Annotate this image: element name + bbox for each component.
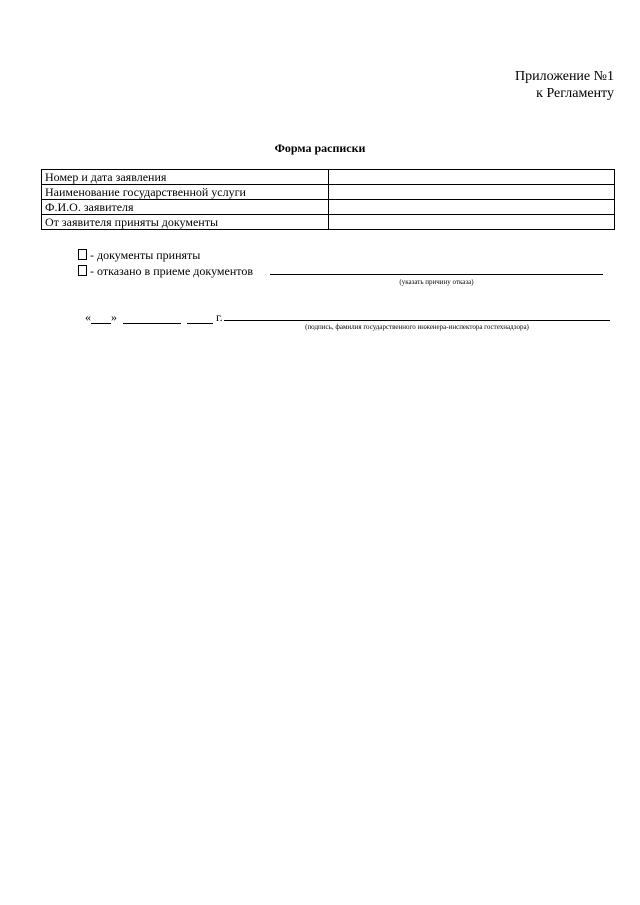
row-value	[329, 170, 615, 185]
table-row	[42, 215, 615, 230]
option-accepted	[78, 248, 200, 262]
month-blank	[123, 312, 181, 324]
option-accepted-label: - документы приняты	[90, 248, 201, 262]
row-value	[329, 215, 615, 230]
signature-line	[224, 320, 610, 321]
row-label: От заявителя приняты документы	[42, 215, 329, 230]
receipt-table	[41, 169, 615, 230]
day-blank	[91, 312, 111, 324]
quote-open: «	[85, 310, 91, 324]
refusal-reason-line	[270, 274, 603, 275]
row-value	[329, 200, 615, 215]
option-refused-label: - отказано в приеме документов	[90, 264, 254, 278]
form-title: Форма расписки	[274, 141, 366, 155]
checkbox-icon	[78, 265, 87, 276]
table-row	[42, 185, 615, 200]
appendix-reference: к Регламенту	[536, 86, 614, 101]
refusal-reason-hint: (указать причину отказа)	[399, 278, 474, 286]
quote-close: »	[111, 310, 117, 324]
row-label: Ф.И.О. заявителя	[42, 200, 329, 215]
date-row	[85, 310, 223, 324]
appendix-header	[515, 68, 614, 102]
table-row	[42, 170, 615, 185]
signature-hint: (подпись, фамилия государственного инженера-инспектора гостехнадзора)	[305, 323, 529, 331]
row-value	[329, 185, 615, 200]
checkbox-icon	[78, 249, 87, 260]
table-row	[42, 200, 615, 215]
row-label: Наименование государственной услуги	[42, 185, 329, 200]
row-label: Номер и дата заявления	[42, 170, 329, 185]
appendix-number: Приложение №1	[515, 69, 614, 84]
option-refused	[78, 264, 253, 278]
year-suffix: г.	[216, 310, 223, 324]
year-blank	[187, 312, 213, 324]
